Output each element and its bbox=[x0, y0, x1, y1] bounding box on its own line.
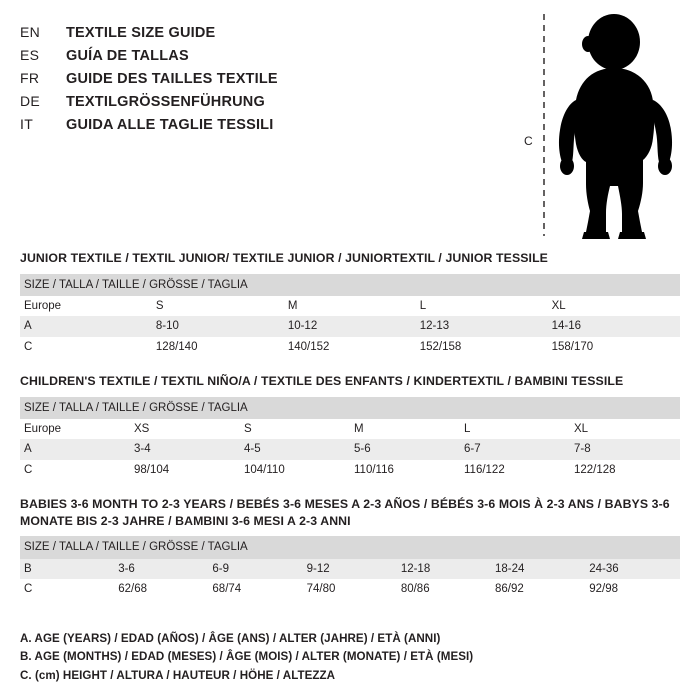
table-row bbox=[20, 559, 680, 579]
row-label: Europe bbox=[20, 419, 130, 439]
section-babies-textile bbox=[20, 496, 680, 599]
row-label: B bbox=[20, 559, 114, 579]
row-cell: 12-18 bbox=[397, 559, 491, 579]
language-title: GUIDA ALLE TAGLIE TESSILI bbox=[66, 117, 274, 133]
row-label: A bbox=[20, 316, 152, 336]
row-cell: XL bbox=[548, 296, 680, 316]
child-silhouette-figure bbox=[522, 8, 692, 243]
figure-measure-label: C bbox=[524, 134, 533, 148]
language-code: DE bbox=[20, 93, 41, 109]
row-cell: 152/158 bbox=[416, 337, 548, 357]
row-cell: 122/128 bbox=[570, 460, 680, 480]
row-label: Europe bbox=[20, 296, 152, 316]
row-cell: 5-6 bbox=[350, 439, 460, 459]
row-cell: XS bbox=[130, 419, 240, 439]
row-cell: S bbox=[240, 419, 350, 439]
row-cell: 80/86 bbox=[397, 579, 491, 599]
row-cell: 14-16 bbox=[548, 316, 680, 336]
table-row bbox=[20, 460, 680, 480]
language-title: TEXTILGRÖSSENFÜHRUNG bbox=[66, 94, 265, 110]
language-title: TEXTILE SIZE GUIDE bbox=[66, 25, 216, 41]
language-title: GUÍA DE TALLAS bbox=[66, 48, 189, 64]
row-cell: 24-36 bbox=[585, 559, 680, 579]
legend-line-a: A. AGE (YEARS) / EDAD (AÑOS) / ÂGE (ANS) / ALTER (JAHRE) / ETÀ (ANNI) bbox=[20, 631, 441, 645]
row-cell: 12-13 bbox=[416, 316, 548, 336]
language-code: EN bbox=[20, 24, 41, 40]
row-label: A bbox=[20, 439, 130, 459]
section-junior-textile bbox=[20, 250, 680, 357]
size-table-children bbox=[20, 397, 680, 481]
table-row bbox=[20, 316, 680, 336]
row-cell: 9-12 bbox=[303, 559, 397, 579]
legend-line-b: B. AGE (MONTHS) / EDAD (MESES) / ÂGE (MOIS) / ALTER (MONATE) / ETÀ (MESI) bbox=[20, 650, 474, 664]
row-cell: 10-12 bbox=[284, 316, 416, 336]
table-header-row bbox=[20, 397, 680, 419]
table-row bbox=[20, 419, 680, 439]
legend-line-c: C. (cm) HEIGHT / ALTURA / HAUTEUR / HÖHE / ALTEZZA bbox=[20, 669, 336, 683]
row-cell: 68/74 bbox=[208, 579, 302, 599]
language-row bbox=[20, 93, 490, 110]
row-cell: 140/152 bbox=[284, 337, 416, 357]
language-row bbox=[20, 24, 490, 41]
row-cell: 3-6 bbox=[114, 559, 208, 579]
section-title: JUNIOR TEXTILE / TEXTIL JUNIOR/ TEXTILE JUNIOR / JUNIORTEXTIL / JUNIOR TESSILE bbox=[20, 251, 548, 265]
row-cell: L bbox=[416, 296, 548, 316]
row-cell: 8-10 bbox=[152, 316, 284, 336]
table-row bbox=[20, 296, 680, 316]
row-cell: 92/98 bbox=[585, 579, 680, 599]
language-code: FR bbox=[20, 70, 40, 86]
row-cell: 6-7 bbox=[460, 439, 570, 459]
section-childrens-textile bbox=[20, 373, 680, 480]
row-cell: 62/68 bbox=[114, 579, 208, 599]
language-row bbox=[20, 47, 490, 64]
legend-block bbox=[20, 630, 680, 686]
row-cell: 158/170 bbox=[548, 337, 680, 357]
table-header-row bbox=[20, 274, 680, 296]
table-header-label: SIZE / TALLA / TAILLE / GRÖSSE / TAGLIA bbox=[20, 274, 680, 296]
table-row bbox=[20, 439, 680, 459]
row-cell: 4-5 bbox=[240, 439, 350, 459]
row-cell: 128/140 bbox=[152, 337, 284, 357]
table-row bbox=[20, 337, 680, 357]
table-header-row bbox=[20, 536, 680, 558]
section-title: BABIES 3-6 MONTH TO 2-3 YEARS / BEBÉS 3-6 MESES A 2-3 AÑOS / BÉBÉS 3-6 MOIS À 2-3 ANS / BABYS 3-6 MONATE BIS 2-3 JAHRE / BAMBINI 3-6 MESI A 2-3 ANNI bbox=[20, 497, 670, 528]
row-cell: XL bbox=[570, 419, 680, 439]
row-label: C bbox=[20, 460, 130, 480]
row-cell: M bbox=[350, 419, 460, 439]
row-cell: 116/122 bbox=[460, 460, 570, 480]
language-code: ES bbox=[20, 47, 40, 63]
row-cell: S bbox=[152, 296, 284, 316]
language-row bbox=[20, 116, 490, 133]
table-header-label: SIZE / TALLA / TAILLE / GRÖSSE / TAGLIA bbox=[20, 536, 680, 558]
language-title: GUIDE DES TAILLES TEXTILE bbox=[66, 71, 278, 87]
row-cell: 104/110 bbox=[240, 460, 350, 480]
language-code: IT bbox=[20, 116, 34, 132]
row-cell: 7-8 bbox=[570, 439, 680, 459]
row-cell: 18-24 bbox=[491, 559, 585, 579]
size-table-babies bbox=[20, 536, 680, 599]
size-table-junior bbox=[20, 274, 680, 358]
row-cell: 86/92 bbox=[491, 579, 585, 599]
row-cell: L bbox=[460, 419, 570, 439]
row-cell: 3-4 bbox=[130, 439, 240, 459]
row-cell: 6-9 bbox=[208, 559, 302, 579]
row-cell: M bbox=[284, 296, 416, 316]
row-cell: 74/80 bbox=[303, 579, 397, 599]
section-title: CHILDREN'S TEXTILE / TEXTIL NIÑO/A / TEXTILE DES ENFANTS / KINDERTEXTIL / BAMBINI TESSILE bbox=[20, 374, 624, 388]
row-cell: 110/116 bbox=[350, 460, 460, 480]
row-cell: 98/104 bbox=[130, 460, 240, 480]
row-label: C bbox=[20, 337, 152, 357]
row-label: C bbox=[20, 579, 114, 599]
table-header-label: SIZE / TALLA / TAILLE / GRÖSSE / TAGLIA bbox=[20, 397, 680, 419]
language-row bbox=[20, 70, 490, 87]
language-title-block bbox=[20, 24, 490, 139]
table-row bbox=[20, 579, 680, 599]
